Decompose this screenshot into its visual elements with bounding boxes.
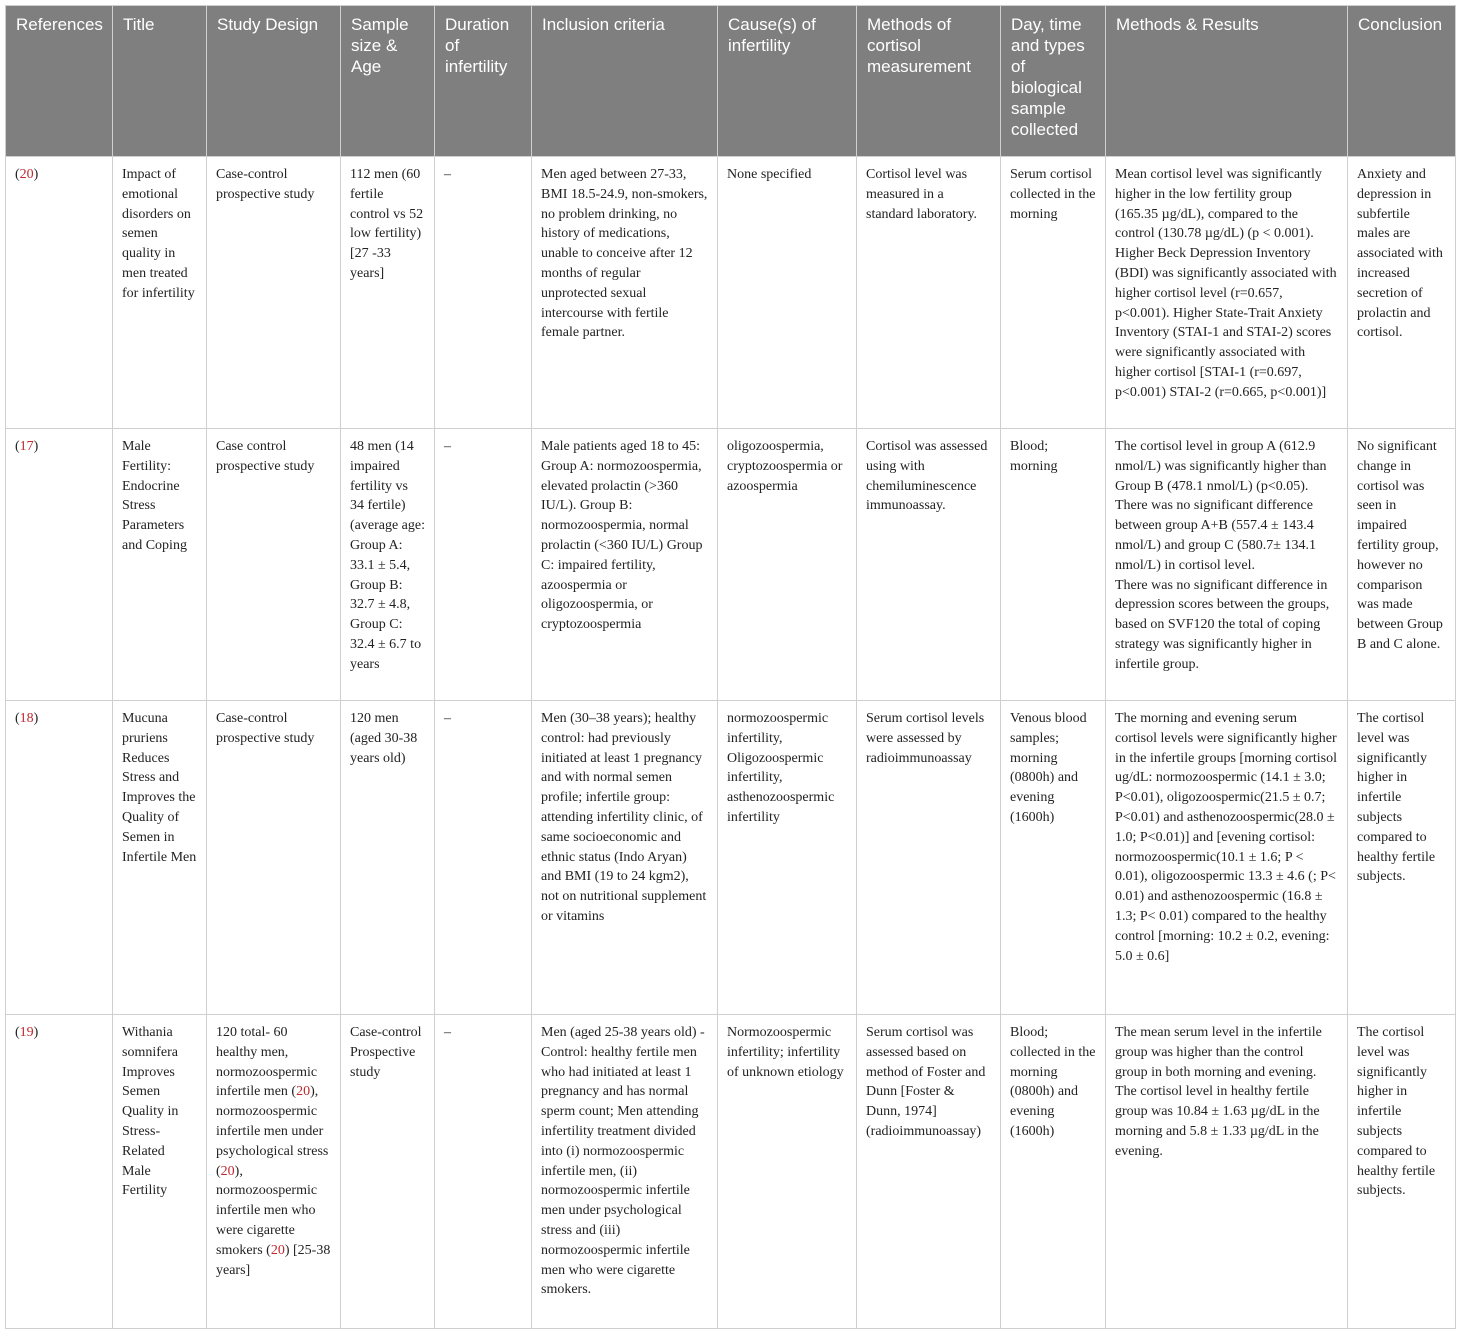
table-row <box>6 429 1456 701</box>
design-text: ) [25-38 years] <box>216 1242 331 1278</box>
cell-sample-collected: Venous blood samples; morning (0800h) and evening (1600h) <box>1001 701 1106 1015</box>
cell-results <box>1106 701 1348 1015</box>
cell-duration: – <box>435 429 532 701</box>
design-text: ), normozoospermic infertile men under psychological stress ( <box>216 1084 329 1179</box>
result-paragraph: There was no significant difference in depression scores between the groups, based on SVF120 the total of coping strategy was significantly higher in infertile group. <box>1115 577 1330 672</box>
cell-duration: – <box>435 1015 532 1329</box>
cell-duration: – <box>435 701 532 1015</box>
cell-methods: Serum cortisol was assessed based on method of Foster and Dunn [Foster & Dunn, 1974] (radioimmunoassay) <box>857 1015 1001 1329</box>
col-header-causes: Cause(s) of infertility <box>718 6 857 157</box>
cell-inclusion: Men (aged 25-38 years old) - Control: healthy fertile men who had initiated at least 1 pregnancy and has normal sperm count; Men attending infertility treatment divided into (i) normozoospermic infertile men, (ii) normozoospermic infertile men under psychological stress and (iii) normozoospermic infertile men who were cigarette smokers. <box>532 1015 718 1329</box>
cell-causes: oligozoospermia, cryptozoospermia or azoospermia <box>718 429 857 701</box>
col-header-title: Title <box>113 6 207 157</box>
col-header-results: Methods & Results <box>1106 6 1348 157</box>
cell-reference: (17) <box>6 429 113 701</box>
cell-reference: (18) <box>6 701 113 1015</box>
cell-conclusion: No significant change in cortisol was seen in impaired fertility group, however no comparison was made between Group B and C alone. <box>1348 429 1456 701</box>
col-header-study-design: Study Design <box>207 6 341 157</box>
result-paragraph: Mean cortisol level was significantly higher in the low fertility group (165.35 µg/dL), compared to the control (130.78 µg/dL) (p < 0.001). Higher Beck Depression Inventory (BDI) was significantly associated with higher cortisol level (r=0.657, p<0.001). Higher State-Trait Anxiety Inventory (STAI-1 and STAI-2) scores were significantly associated with higher cortisol [STAI-1 (r=0.697, p<0.001) STAI-2 (r=0.665, p<0.001)] <box>1115 167 1337 400</box>
cell-sample-collected: Blood; collected in the morning (0800h) and evening (1600h) <box>1001 1015 1106 1329</box>
col-header-duration: Duration of infertility <box>435 6 532 157</box>
result-paragraph: The cortisol level in group A (612.9 nmol/L) was significantly higher than Group B (478.1 nmol/L) (p<0.05). <box>1115 439 1327 494</box>
col-header-methods: Methods of cortisol measurement <box>857 6 1001 157</box>
result-paragraph: There was no significant difference between group A+B (557.4 ± 143.4 nmol/L) and group C (580.7± 134.1 nmol/L) in cortisol level. <box>1115 498 1316 573</box>
col-header-references: References <box>6 6 113 157</box>
cell-results <box>1106 1015 1348 1329</box>
table-row <box>6 701 1456 1015</box>
cell-results <box>1106 429 1348 701</box>
cell-title: Impact of emotional disorders on semen quality in men treated for infertility <box>113 157 207 429</box>
col-header-inclusion: Inclusion criteria <box>532 6 718 157</box>
cell-sample: 48 men (14 impaired fertility vs 34 fertile) (average age: Group A: 33.1 ± 5.4, Group B: 32.7 ± 4.8, Group C: 32.4 ± 6.7 to years <box>341 429 435 701</box>
cell-methods: Serum cortisol levels were assessed by radioimmunoassay <box>857 701 1001 1015</box>
citation-link[interactable]: 20 <box>270 1242 285 1258</box>
citation-link[interactable]: 18 <box>19 711 34 726</box>
cell-causes: normozoospermic infertility, Oligozoospermic infertility, asthenozoospermic infertility <box>718 701 857 1015</box>
cell-title: Mucuna pruriens Reduces Stress and Improves the Quality of Semen in Infertile Men <box>113 701 207 1015</box>
citation-link[interactable]: 19 <box>19 1025 34 1040</box>
studies-table <box>5 5 1456 1329</box>
col-header-sample-collected: Day, time and types of biological sample collected <box>1001 6 1106 157</box>
header-row <box>6 6 1456 157</box>
cell-sample-collected: Blood; morning <box>1001 429 1106 701</box>
cell-inclusion: Male patients aged 18 to 45: Group A: normozoospermia, elevated prolactin (>360 IU/L). Group B: normozoospermia, normal prolactin (<360 IU/L) Group C: impaired fertility, azoospermia or oligozoospermia, or cryptozoospermia <box>532 429 718 701</box>
cell-reference: (20) <box>6 157 113 429</box>
citation-link[interactable]: 20 <box>19 167 34 182</box>
cell-sample-collected: Serum cortisol collected in the morning <box>1001 157 1106 429</box>
col-header-sample-size: Sample size & Age <box>341 6 435 157</box>
cell-conclusion: The cortisol level was significantly higher in infertile subjects compared to healthy fertile subjects. <box>1348 1015 1456 1329</box>
design-text: 120 total- 60 healthy men, normozoospermic infertile men ( <box>216 1025 318 1100</box>
cell-conclusion: The cortisol level was significantly higher in infertile subjects compared to healthy fertile subjects. <box>1348 701 1456 1015</box>
result-paragraph: The mean serum level in the infertile group was higher than the control group in both morning and evening. The cortisol level in healthy fertile group was 10.84 ± 1.63 µg/dL in the morning and 5.8 ± 1.33 µg/dL in the evening. <box>1115 1025 1322 1159</box>
cell-causes: None specified <box>718 157 857 429</box>
cell-sample: Case-control Prospective study <box>341 1015 435 1329</box>
table-row <box>6 1015 1456 1329</box>
cell-inclusion: Men (30–38 years); healthy control: had previously initiated at least 1 pregnancy and with normal semen profile; infertile group: attending infertility clinic, of same socioeconomic and ethnic status (Indo Aryan) and BMI (19 to 24 kgm2), not on nutritional supplement or vitamins <box>532 701 718 1015</box>
cell-inclusion: Men aged between 27-33, BMI 18.5-24.9, non-smokers, no problem drinking, no history of medications, unable to conceive after 12 months of regular unprotected sexual intercourse with fertile female partner. <box>532 157 718 429</box>
citation-link[interactable]: 20 <box>220 1163 235 1179</box>
cell-methods: Cortisol level was measured in a standard laboratory. <box>857 157 1001 429</box>
cell-design: Case-control prospective study <box>207 157 341 429</box>
cell-results <box>1106 157 1348 429</box>
citation-link[interactable]: 17 <box>19 439 34 454</box>
cell-design: Case control prospective study <box>207 429 341 701</box>
cell-sample: 112 men (60 fertile control vs 52 low fertility) [27 -33 years] <box>341 157 435 429</box>
cell-design <box>207 1015 341 1329</box>
cell-title: Male Fertility: Endocrine Stress Parameters and Coping <box>113 429 207 701</box>
cell-sample: 120 men (aged 30-38 years old) <box>341 701 435 1015</box>
cell-methods: Cortisol was assessed using with chemiluminescence immunoassay. <box>857 429 1001 701</box>
cell-reference: (19) <box>6 1015 113 1329</box>
cell-duration: – <box>435 157 532 429</box>
cell-design: Case-control prospective study <box>207 701 341 1015</box>
cell-title: Withania somnifera Improves Semen Quality in Stress-Related Male Fertility <box>113 1015 207 1329</box>
col-header-conclusion: Conclusion <box>1348 6 1456 157</box>
design-text: ), normozoospermic infertile men who were cigarette smokers ( <box>216 1163 318 1258</box>
result-paragraph: The morning and evening serum cortisol levels were significantly higher in the infertile groups [morning cortisol ug/dL: normozoospermic (14.1 ± 3.0; P<0.01), oligozoospermic(21.5 ± 0.7; P<0.01) and asthenozoospermic(28.0 ± 1.0; P<0.01)] and [evening cortisol: normozoospermic(10.1 ± 1.6; P < 0.01), oligozoospermic 13.3 ± 4.6 (; P< 0.01) and asthenozoospermic (16.8 ± 1.3; P< 0.01) compared to the healthy control [morning: 10.2 ± 0.2, evening: 5.0 ± 0.6] <box>1115 711 1338 964</box>
cell-causes: Normozoospermic infertility; infertility of unknown etiology <box>718 1015 857 1329</box>
cell-conclusion: Anxiety and depression in subfertile males are associated with increased secretion of prolactin and cortisol. <box>1348 157 1456 429</box>
citation-link[interactable]: 20 <box>296 1084 311 1100</box>
table-row <box>6 157 1456 429</box>
